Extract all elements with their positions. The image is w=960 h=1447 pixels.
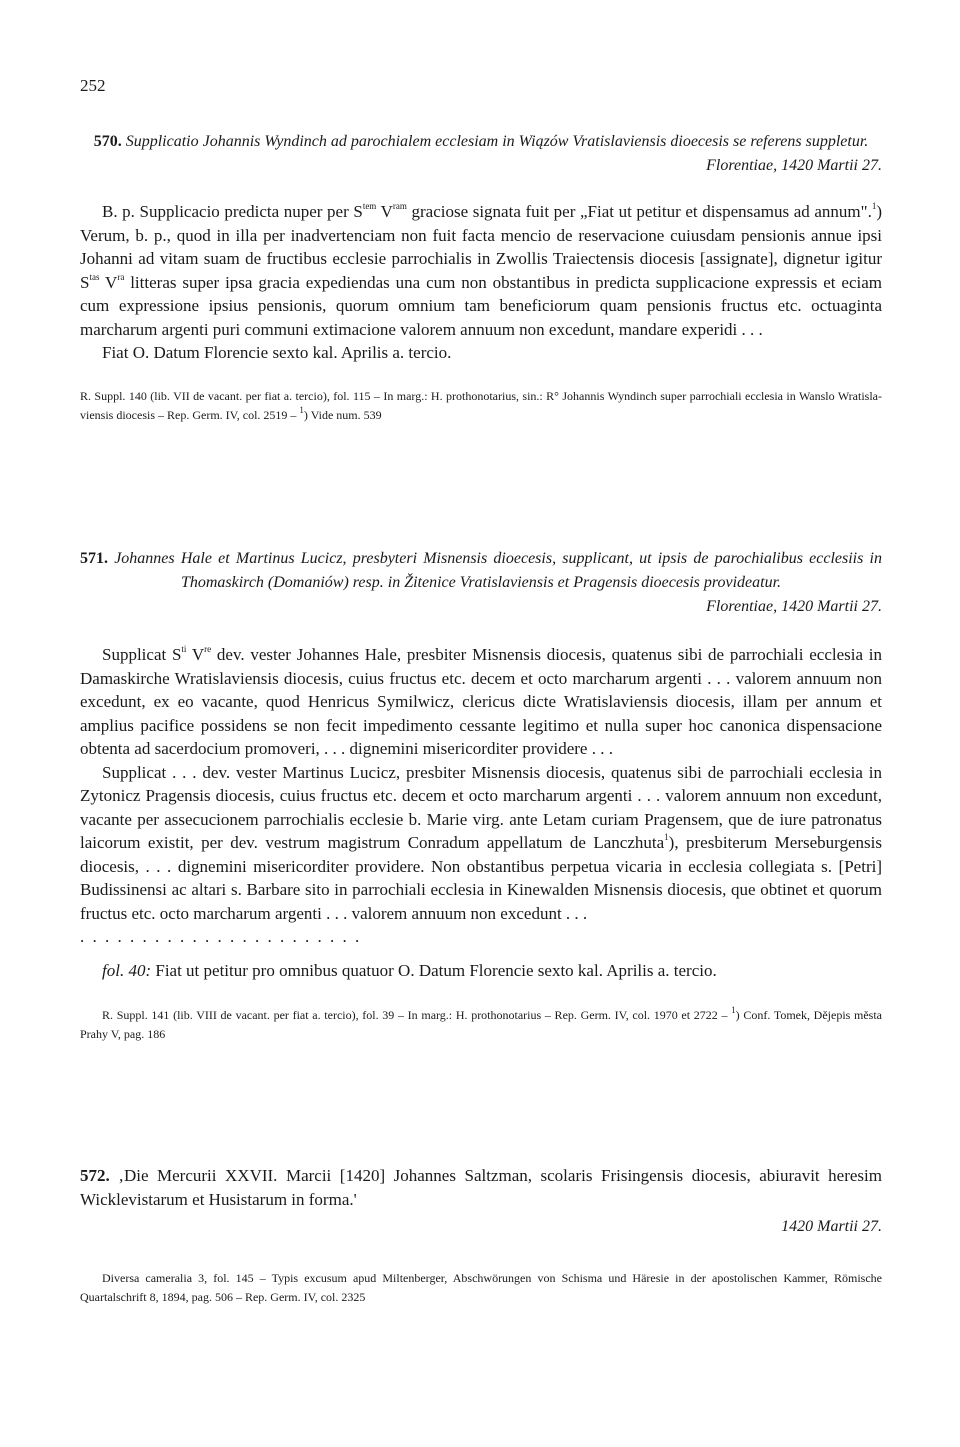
closing-line: fol. 40: Fiat ut petitur pro omnibus quatuor O. Datum Florencie sexto kal. Aprilis a. tercio.: [102, 960, 717, 980]
entry-title: Johannes Hale et Martinus Lucicz, presbyteri Misnensis dioecesis, supplicant, ut ipsis de parochialibus ecclesiis in Thomaskirch (Domaniów) resp. in Žitenice Vratislaviensis et Pragensis dioecesis provideatur.: [114, 550, 882, 591]
entry-body: [80, 643, 882, 982]
entry-571: [80, 547, 882, 1044]
entry-number: 571.: [80, 550, 108, 567]
footnote: R. Suppl. 140 (lib. VII de vacant. per fiat a. tercio), fol. 115 – In marg.: H. prothonotarius, sin.: R° Johannis Wyndinch super parrochiali ecclesia in Wanslo Wratislaviensis diocesis – Rep. Germ. IV, col. 2519 – $^1$) Vide num. 539: [80, 388, 882, 422]
body-paragraph: B. p. Supplicacio predicta nuper per $S^{tem}$ $V^{ram}$ graciose signata fuit per „Fiat ut petitur et dispensamus ad annum".$^1$) Verum, b. p., quod in illa per inadvertenciam non fuit facta mencio de reservacione cuiusdam pensionis annue ipsi Johanni ad vitam suam de fructibus ecclesie parrochialis in Zwollis Traiectensis diocesis [assignate], dignetur igitur $S^{tas}$ $V^{ra}$ litteras super ipsa gracia expediendas una cum non obstantibus in predicta supplicacione expressis et eciam cum expressione ipsius pensionis, quorum omnium tam beneficiorum quam pensionis fructus etc. octuaginta marcharum argenti puri communi extimacione valorem annuum non excedunt, mandare experidi . . .: [80, 201, 882, 339]
body-paragraph: Supplicat . . . dev. vester Martinus Lucicz, presbiter Misnensis diocesis, quatenus sibi de parrochiali ecclesia in Zytonicz Pragensis diocesis, cuius fructus etc. decem et octo marcharum argenti . . . valorem annuum non excedunt, vacante per assecucionem parrochialis ecclesie b. Marie virg. ante Letam curiam Pragensem, que de iure patronatus laicorum existit, per dev. vestrum magistrum Conradum appellatum de Lanczhuta$^1$), presbiterum Merseburgensis diocesis, . . . dignemini misericorditer providere. Non obstantibus perpetua vicaria in ecclesia collegiata s. [Petri] Budissinensi ac altari s. Barbare sito in parrochiali ecclesia in Kinewalden Misnensis diocesis, que obtinet et quorum fructus etc. octo marcharum argenti . . . valorem annuum non excedunt . . .: [80, 762, 882, 923]
body-paragraph: Supplicat $S^{ti}$ Vre dev. vester Johannes Hale, presbiter Misnensis diocesis, quatenus sibi de parrochiali ecclesia in Damaskirche Wratislaviensis diocesis, cuius fructus etc. decem et octo marcharum argenti . . . valorem annuum non excedunt, ex eo vacante, quod Henricus Symilwicz, clericus dicte Wratislaviensis diocesis, illam per annum et amplius pacifice possidens se non fecit impedimento cessante legitimo et nulla super hoc canonica dispensacione obtenta ad sacerdocium promoveri, . . . dignemini misericorditer providere . . .: [80, 644, 882, 758]
footnote: Diversa cameralia 3, fol. 145 – Typis excusum apud Miltenberger, Abschwörungen von Schisma und Häresie in der apostolischen Kammer, Römische Quartalschrift 8, 1894, pag. 506 – Rep. Germ. IV, col. 2325: [80, 1271, 882, 1304]
place-date: 1420 Martii 27.: [781, 1218, 882, 1235]
ellipsis-dots: . . . . . . . . . . . . . . . . . . . . . . .: [80, 927, 362, 946]
entry-heading: [80, 130, 882, 154]
entry-number: 570.: [93, 133, 122, 150]
entry-title: Supplicatio Johannis Wyndinch ad parochialem ecclesiam in Wiązów Vratislaviensis dioecesis se referens suppletur.: [125, 133, 869, 150]
entry-570: [80, 130, 882, 425]
footnote: R. Suppl. 141 (lib. VIII de vacant. per fiat a. tercio), fol. 39 – In marg.: H. prothonotarius – Rep. Germ. IV, col. 1970 et 2722 – $^1$) Conf. Tomek, Dějepis města Prahy V, pag. 186: [80, 1005, 883, 1041]
page-number: 252: [80, 76, 106, 95]
place-date: Florentiae, 1420 Martii 27.: [706, 598, 882, 615]
body-paragraph: 572. ‚Die Mercurii XXVII. Marcii [1420] Johannes Saltzman, scolaris Frisingensis diocesis, abiuravit heresim Wicklevistarum et Husistarum in forma.': [80, 1166, 882, 1209]
entry-heading: [80, 547, 882, 595]
entry-body: [80, 200, 882, 365]
place-date: Florentiae, 1420 Martii 27.: [706, 157, 882, 174]
entry-body: [80, 1164, 882, 1211]
closing-line: Fiat O. Datum Florencie sexto kal. Aprilis a. tercio.: [102, 343, 452, 362]
entry-572: [80, 1164, 882, 1307]
